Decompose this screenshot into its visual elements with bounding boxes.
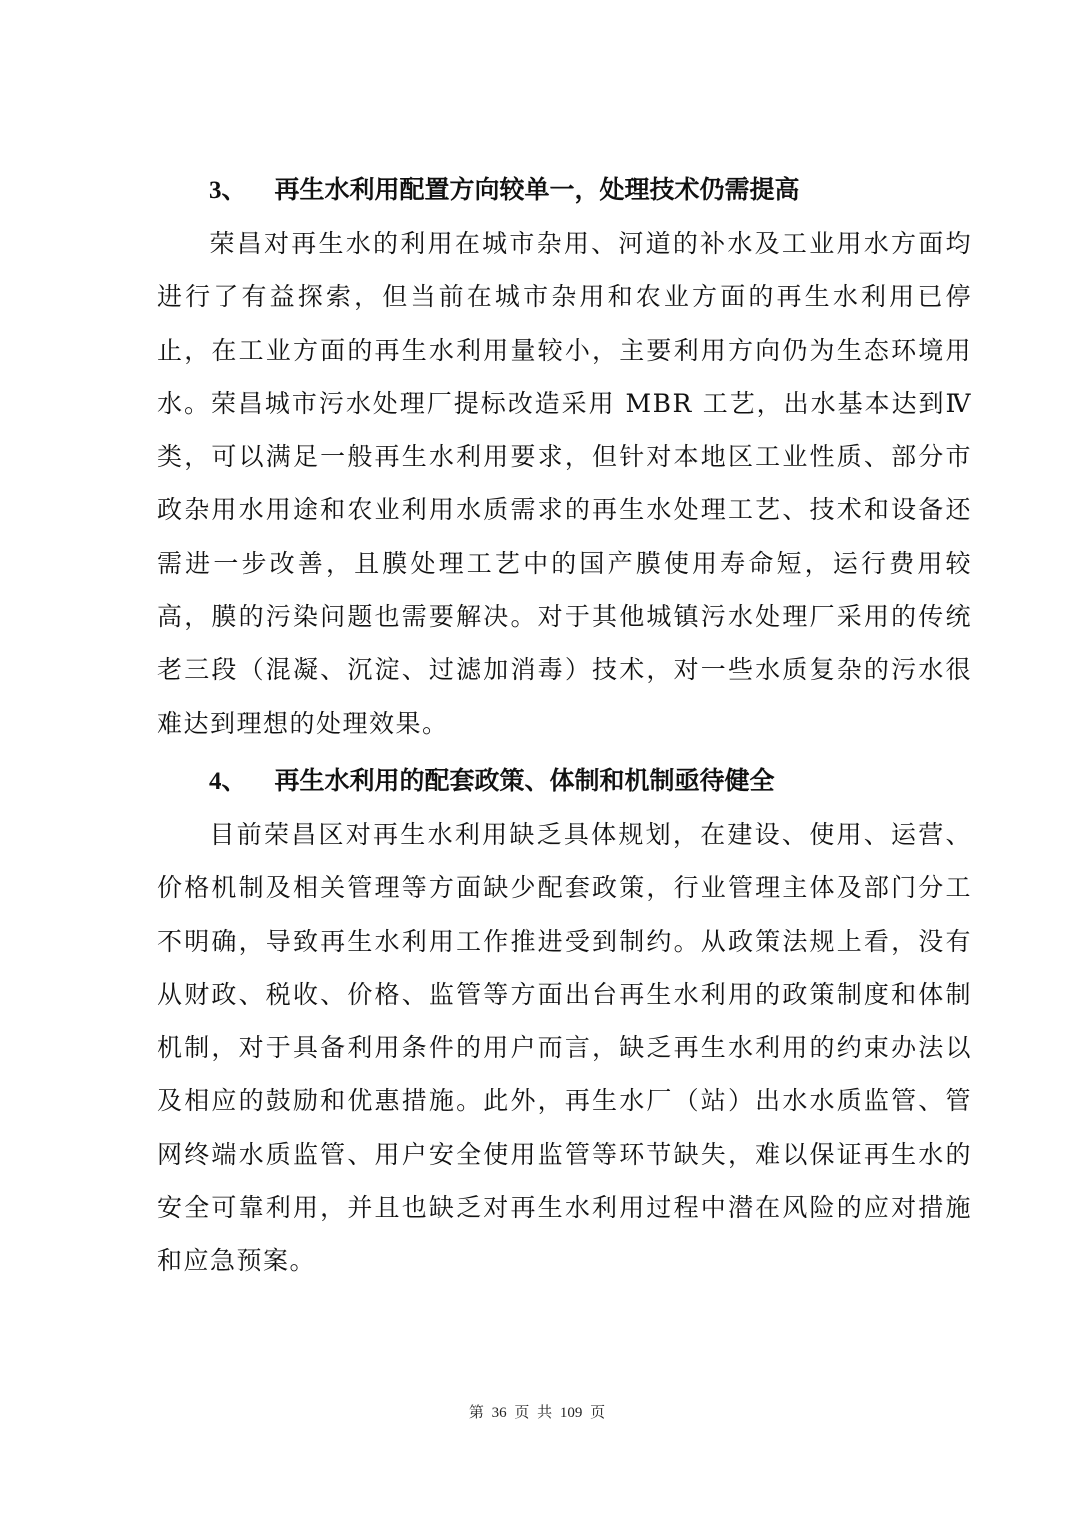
- section-3-heading: [157, 165, 972, 215]
- section-3-title: 再生水利用配置方向较单一，处理技术仍需提高: [274, 175, 800, 204]
- section-4-number: 4、: [209, 767, 247, 795]
- section-3-number: 3、: [209, 177, 247, 204]
- section-3-paragraph: 荣昌对再生水的利用在城市杂用、河道的补水及工业用水方面均进行了有益探索，但当前在城市杂用和农业方面的再生水利用已停止，在工业方面的再生水利用量较小，主要利用方向仍为生态环境用水。荣昌城市污水处理厂提标改造采用 MBR 工艺，出水基本达到Ⅳ类，可以满足一般再生水利用要求，但针对本地区工业性质、部分市政杂用水用途和农业利用水质需求的再生水处理工艺、技术和设备还需进一步改善，且膜处理工艺中的国产膜使用寿命短，运行费用较高，膜的污染问题也需要解决。对于其他城镇污水处理厂采用的传统老三段（混凝、沉淀、过滤加消毒）技术，对一些水质复杂的污水很难达到理想的处理效果。: [157, 229, 972, 738]
- section-4-heading: [157, 756, 972, 806]
- page-number-footer: 第 36 页 共 109 页: [468, 1405, 606, 1421]
- section-4-title: 再生水利用的配套政策、体制和机制亟待健全: [274, 765, 775, 795]
- document-body: [157, 165, 972, 1288]
- section-4-paragraph: 目前荣昌区对再生水利用缺乏具体规划，在建设、使用、运营、价格机制及相关管理等方面缺少配套政策，行业管理主体及部门分工不明确，导致再生水利用工作推进受到制约。从政策法规上看，没有从财政、税收、价格、监管等方面出台再生水利用的政策制度和体制机制，对于具备利用条件的用户而言，缺乏再生水利用的约束办法以及相应的鼓励和优惠措施。此外，再生水厂（站）出水水质监管、管网终端水质监管、用户安全使用监管等环节缺失，难以保证再生水的安全可靠利用，并且也缺乏对再生水利用过程中潜在风险的应对措施和应急预案。: [157, 819, 972, 1276]
